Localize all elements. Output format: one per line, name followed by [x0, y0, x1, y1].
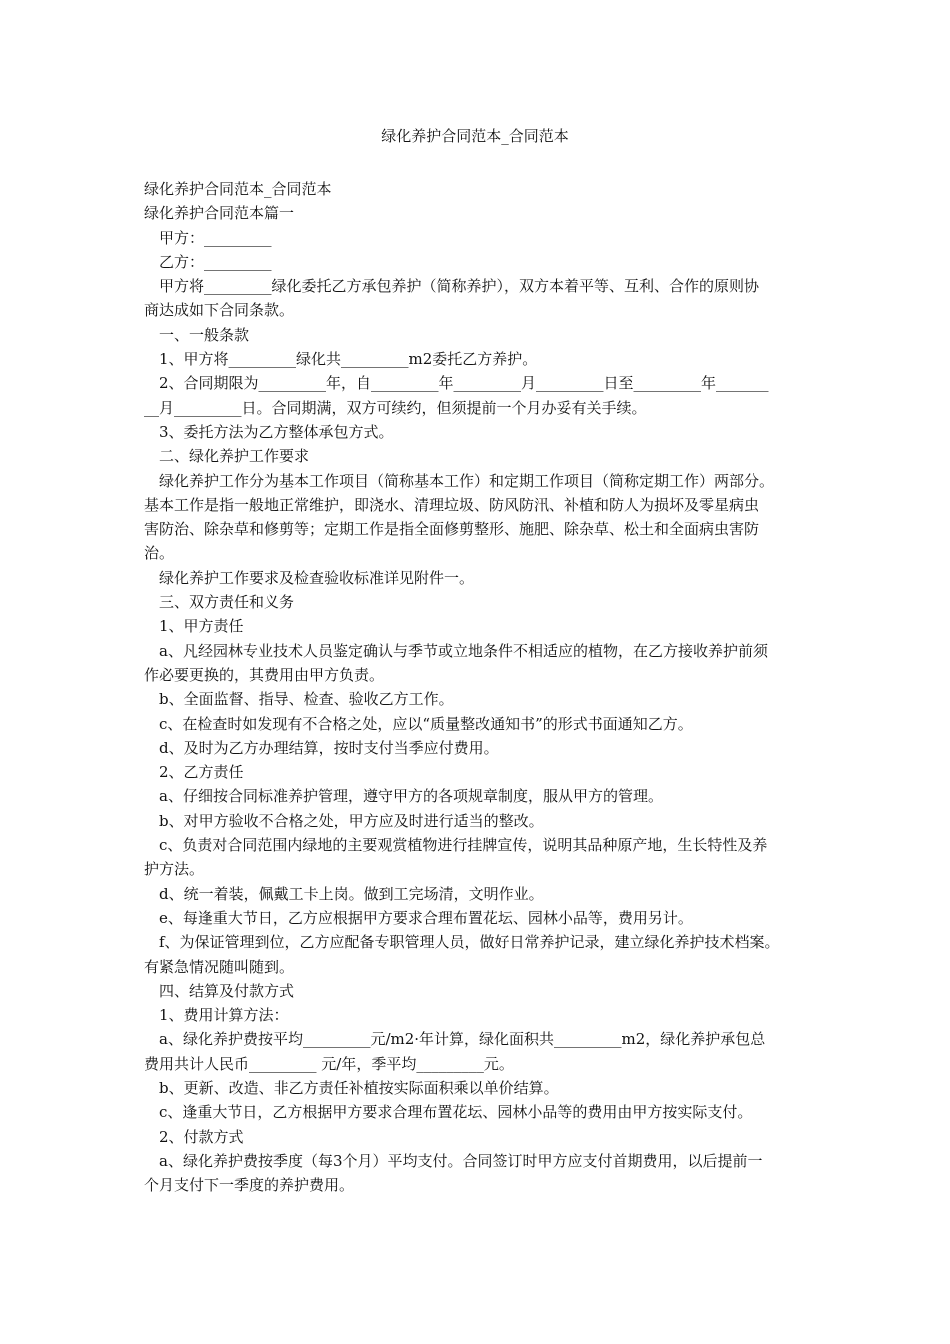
text-line: 作必要更换的，其费用由甲方负责。 [144, 665, 385, 684]
text-line: 有紧急情况随叫随到。 [144, 957, 295, 976]
text-line: 1、甲方责任 [159, 617, 244, 636]
text-line: 甲方将_________绿化委托乙方承包养护（简称养护），双方本着平等、互利、合作的原则协 [159, 277, 760, 296]
text-line: 治。 [144, 544, 175, 563]
text-line: d、统一着装，佩戴工卡上岗。做到工完场清，文明作业。 [159, 884, 544, 903]
text-line: 3、委托方法为乙方整体承包方式。 [159, 422, 394, 441]
text-line: 甲方：_________ [159, 228, 272, 247]
text-line: a、绿化养护费按季度（每3个月）平均支付。合同签订时甲方应支付首期费用，以后提前一 [159, 1151, 763, 1170]
text-line: a、凡经园林专业技术人员鉴定确认与季节或立地条件不相适应的植物，在乙方接收养护前须 [159, 641, 768, 660]
text-line: 护方法。 [144, 860, 205, 879]
text-line: c、逢重大节日，乙方根据甲方要求合理布置花坛、园林小品等的费用由甲方按实际支付。 [159, 1103, 753, 1122]
text-line: a、绿化养护费按平均_________元/m2·年计算，绿化面积共_________m2，绿化养护承包总 [159, 1030, 766, 1049]
text-line: 乙方：_________ [159, 252, 272, 271]
text-line: f、为保证管理到位，乙方应配备专职管理人员，做好日常养护记录，建立绿化养护技术档案。 [159, 933, 780, 952]
text-line: 一、一般条款 [159, 325, 250, 344]
text-line: d、及时为乙方办理结算，按时支付当季应付费用。 [159, 738, 499, 757]
text-line: 2、乙方责任 [159, 763, 244, 782]
text-line: 绿化养护工作分为基本工作项目（简称基本工作）和定期工作项目（简称定期工作）两部分。 [159, 471, 775, 490]
text-line: 费用共计人民币_________ 元/年，季平均_________元。 [144, 1054, 514, 1073]
text-line: 1、甲方将_________绿化共_________m2委托乙方养护。 [159, 350, 538, 369]
text-line: c、在检查时如发现有不合格之处，应以“质量整改通知书”的形式书面通知乙方。 [159, 714, 693, 733]
text-line: 三、双方责任和义务 [159, 593, 295, 612]
text-line: 二、绿化养护工作要求 [159, 447, 310, 466]
text-line: 绿化养护合同范本_合同范本 [144, 180, 332, 198]
text-line: __月_________日。合同期满，双方可续约，但须提前一个月办妥有关手续。 [144, 398, 647, 417]
document-body [144, 177, 814, 1197]
text-line: b、更新、改造、非乙方责任补植按实际面积乘以单价结算。 [159, 1078, 559, 1097]
text-line: 绿化养护合同范本篇一 [144, 204, 295, 223]
text-line: 2、合同期限为_________年，自_________年_________月_________日至_________年_______ [159, 374, 769, 393]
text-line: 四、结算及付款方式 [159, 981, 295, 1000]
document-title: 绿化养护合同范本_合同范本 [381, 127, 569, 145]
text-line: b、对甲方验收不合格之处，甲方应及时进行适当的整改。 [159, 811, 544, 830]
text-line: a、仔细按合同标准养护管理，遵守甲方的各项规章制度，服从甲方的管理。 [159, 787, 663, 806]
text-line: 害防治、除杂草和修剪等；定期工作是指全面修剪整形、施肥、除杂草、松土和全面病虫害防 [144, 520, 760, 539]
text-line: 个月支付下一季度的养护费用。 [144, 1176, 355, 1195]
text-line: 2、付款方式 [159, 1127, 244, 1146]
text-line: c、负责对合同范围内绿地的主要观赏植物进行挂牌宣传，说明其品种原产地，生长特性及养 [159, 836, 768, 855]
text-line: 1、费用计算方法： [159, 1006, 289, 1025]
text-line: 绿化养护工作要求及检查验收标准详见附件一。 [159, 568, 475, 587]
text-line: 商达成如下合同条款。 [144, 301, 295, 320]
text-line: b、全面监督、指导、检查、验收乙方工作。 [159, 690, 454, 709]
text-line: e、每逢重大节日，乙方应根据甲方要求合理布置花坛、园林小品等，费用另计。 [159, 908, 693, 927]
text-line: 基本工作是指一般地正常维护，即浇水、清理垃圾、防风防汛、补植和防人为损坏及零星病虫 [144, 495, 760, 514]
